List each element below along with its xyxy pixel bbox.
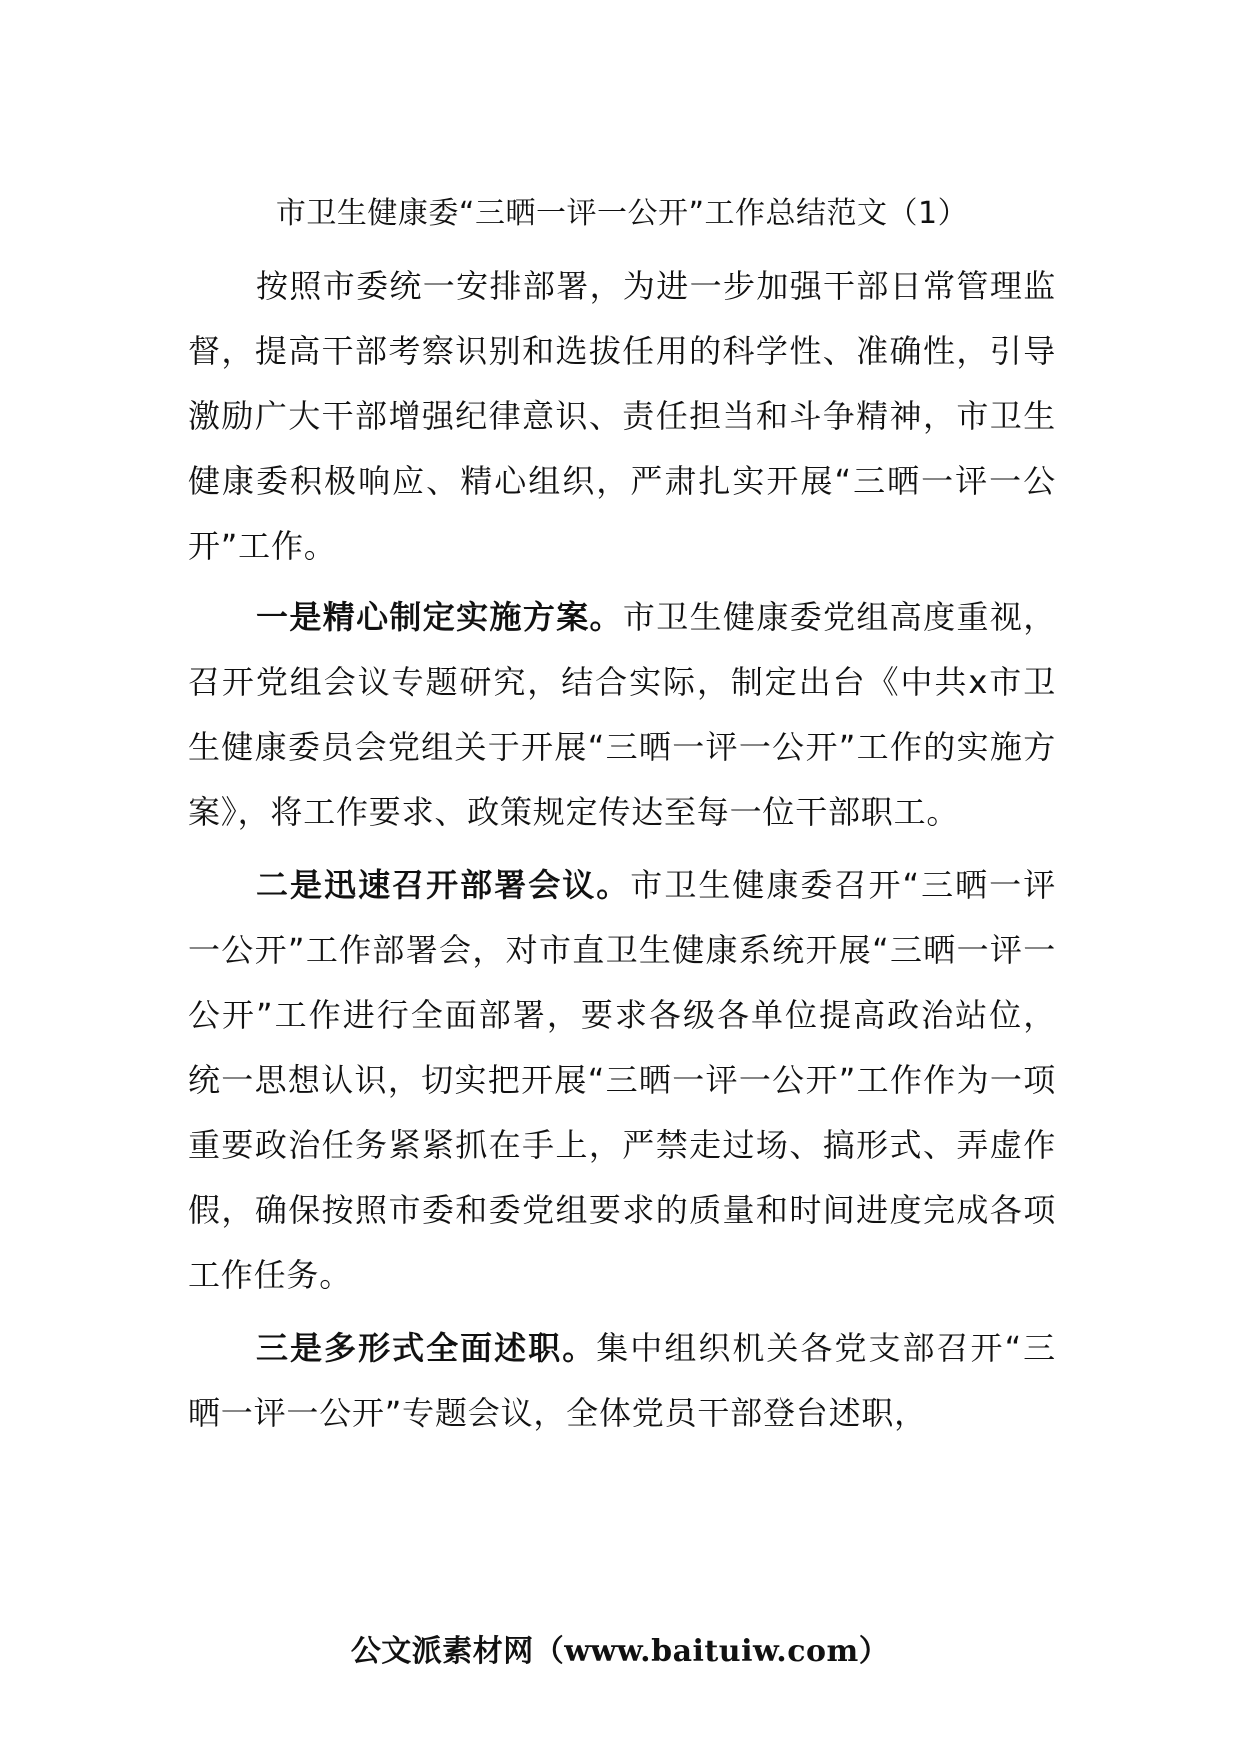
section-body-2: 市卫生健康委召开“三晒一评一公开”工作部署会，对市直卫生健康系统开展“三晒一评一公开”工作进行全面部署，要求各级各单位提高政治站位，统一思想认识，切实把开展“三晒一评一公开”工作作为一项重要政治任务紧紧抓在手上，严禁走过场、搞形式、弄虚作假，确保按照市委和委党组要求的质量和时间进度完成各项工作任务。: [188, 866, 1056, 1294]
section-paragraph-3: [188, 1316, 1056, 1446]
footer-source: 公文派素材网（www.baituiw.com）: [350, 1634, 890, 1669]
section-body-1: 市卫生健康委党组高度重视，召开党组会议专题研究，结合实际，制定出台《中共x市卫生健康委员会党组关于开展“三晒一评一公开”工作的实施方案》，将工作要求、政策规定传达至每一位干部职工。: [188, 598, 1056, 831]
intro-paragraph: 按照市委统一安排部署，为进一步加强干部日常管理监督，提高干部考察识别和选拔任用的科学性、准确性，引导激励广大干部增强纪律意识、责任担当和斗争精神，市卫生健康委积极响应、精心组织，严肃扎实开展“三晒一评一公开”工作。: [188, 267, 1056, 565]
section-paragraph-2: [188, 853, 1056, 1308]
section-heading-2: 二是迅速召开部署会议。: [256, 866, 631, 904]
document-body: [188, 188, 1056, 1454]
section-heading-1: 一是精心制定实施方案。: [256, 598, 623, 636]
section-paragraph-1: [188, 585, 1056, 845]
section-heading-3: 三是多形式全面述职。: [256, 1329, 597, 1367]
section-body-3: 集中组织机关各党支部召开“三晒一评一公开”专题会议，全体党员干部登台述职，: [188, 1329, 1056, 1432]
document-title: 市卫生健康委“三晒一评一公开”工作总结范文（1）: [275, 196, 969, 231]
